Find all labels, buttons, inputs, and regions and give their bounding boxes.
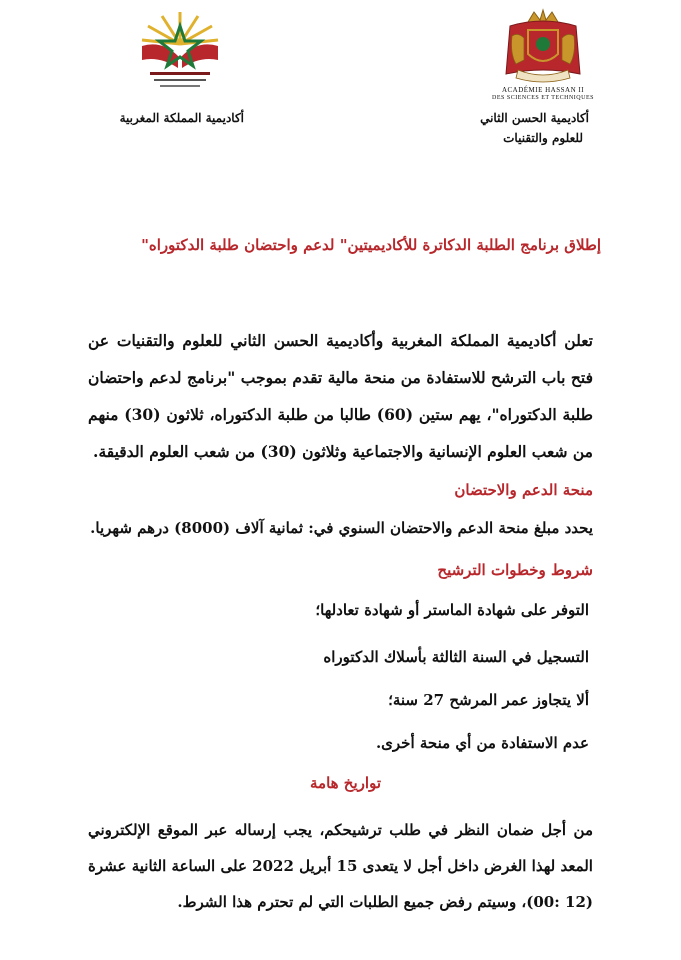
kingdom-academy-arabic-name: أكاديمية المملكة المغربية <box>119 111 244 125</box>
hassan-academy-arabic-name-line2: للعلوم والتقنيات <box>503 131 583 145</box>
grant-amount-text: يحدد مبلغ منحة الدعم والاحتضان السنوي في: ثمانية آلاف (8000) درهم شهريا. <box>90 519 593 537</box>
hassan-academy-arabic-name-line1: أكاديمية الحسن الثاني <box>480 111 589 125</box>
condition-item: التوفر على شهادة الماستر أو شهادة تعادلها؛ <box>315 601 589 619</box>
grant-section-heading: منحة الدعم والاحتضان <box>454 481 593 499</box>
condition-item: عدم الاستفادة من أي منحة أخرى. <box>375 734 589 752</box>
kingdom-academy-star-logo <box>132 6 228 98</box>
important-dates-heading: تواريخ هامة <box>310 774 381 792</box>
intro-paragraph: تعلن أكاديمية المملكة المغربية وأكاديمية الحسن الثاني للعلوم والتقنيات عن فتح باب الترشح للاستفادة من منحة مالية تقدم بموجب "برنامج لدعم واحتضان طلبة الدكتوراه"، يهم ستين (60) طالبا من طلبة الدكتوراه، ثلاثون (30) منهم من شعب العلوم الإنسانية والاجتماعية وثلاثون (30) من شعب العلوم الدقيقة. <box>88 331 593 461</box>
hassan-academy-emblem-logo <box>488 8 598 98</box>
announcement-title: إطلاق برنامج الطلبة الدكاترة للأكاديميتين" لدعم واحتضان طلبة الدكتوراه" <box>141 236 601 254</box>
important-dates-paragraph: من أجل ضمان النظر في طلب ترشيحكم، يجب إرساله عبر الموقع الإلكتروني المعد لهذا الغرض داخل أجل لا يتعدى 15 أبريل 2022 على الساعة الثانية عشرة (12 :00)، وسيتم رفض جميع الطلبات التي لم تحترم هذا الشرط. <box>88 821 593 911</box>
conditions-section-heading: شروط وخطوات الترشيح <box>437 561 593 579</box>
condition-item: ألا يتجاوز عمر المرشح 27 سنة؛ <box>388 691 589 709</box>
condition-item: التسجيل في السنة الثالثة بأسلاك الدكتوراه <box>323 648 589 666</box>
